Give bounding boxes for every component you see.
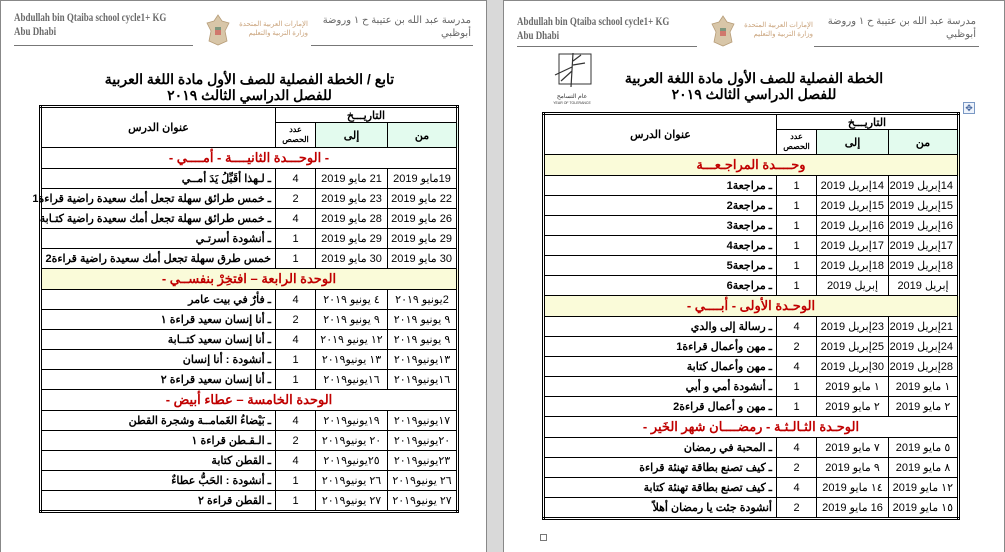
to-date-cell: 28 مايو 2019 <box>316 209 388 229</box>
from-date-cell: ٩ يونيو ٢٠١٩ <box>388 330 458 350</box>
lesson-count-cell: 4 <box>276 209 316 229</box>
lesson-title-cell: ـ أنشودة : أنا إنسان <box>41 350 276 370</box>
ministry-line2: وزارة التربية والتعليم <box>753 31 813 38</box>
header-divider-right <box>814 46 979 47</box>
from-date-cell: 22 مايو 2019 <box>388 189 458 209</box>
to-date-cell: إبريل 2019 <box>817 276 889 296</box>
to-date-cell: 21 مايو 2019 <box>316 169 388 189</box>
lesson-count-cell: 2 <box>777 498 817 519</box>
unit-section-row <box>544 417 959 438</box>
to-date-cell: ٢ مايو 2019 <box>817 397 889 417</box>
header-divider-left <box>517 46 697 47</box>
lesson-title-cell: ـ القطن كتابة <box>41 451 276 471</box>
from-date-cell: ١٥ مايو 2019 <box>889 498 959 519</box>
date-header: التاريـــخ <box>777 114 959 130</box>
unit-title: الوحـدة الثـالـثـة - رمضــــان شهر الخَير - <box>544 417 959 438</box>
lesson-count-cell: 1 <box>777 256 817 276</box>
to-date-cell: 16إبريل 2019 <box>817 216 889 236</box>
from-date-cell: 2يونيو ٢٠١٩ <box>388 290 458 310</box>
school-name-en-line1: Abdullah bin Qtaiba school cycle1+ KG <box>517 16 670 28</box>
table-row <box>544 216 959 236</box>
to-header: إلى <box>817 130 889 155</box>
lesson-count-cell: 1 <box>777 377 817 397</box>
from-date-cell: ٢ مايو 2019 <box>889 397 959 417</box>
to-date-cell: 18إبريل 2019 <box>817 256 889 276</box>
from-date-cell: 15إبريل 2019 <box>889 196 959 216</box>
to-date-cell: 16 مايو 2019 <box>817 498 889 519</box>
lesson-count-header: عدد الحصص <box>777 130 817 155</box>
lesson-title-cell: ـ المحبة في رمضان <box>544 438 777 458</box>
to-date-cell: 30 مايو 2019 <box>316 249 388 269</box>
from-header: من <box>889 130 959 155</box>
to-date-cell: 23 مايو 2019 <box>316 189 388 209</box>
header-row <box>544 114 959 130</box>
unit-section-row <box>544 155 959 176</box>
plan-title-line1: الخطة الفصلية للصف الأول مادة اللغة العربية <box>624 70 884 86</box>
table-row <box>544 478 959 498</box>
lesson-title-cell: ـ الـقـطن قراءة ١ <box>41 431 276 451</box>
table-row <box>41 411 458 431</box>
from-date-cell: 14إبريل 2019 <box>889 176 959 196</box>
plan-title-line2: للفصل الدراسي الثالث ٢٠١٩ <box>167 87 332 103</box>
from-date-cell: 16إبريل 2019 <box>889 216 959 236</box>
to-date-cell: 25إبريل 2019 <box>817 337 889 357</box>
from-date-cell: ١٢ مايو 2019 <box>889 478 959 498</box>
lesson-count-cell: 1 <box>276 350 316 370</box>
table-row <box>544 276 959 296</box>
ministry-line1: الإمارات العربية المتحدة <box>239 21 308 28</box>
lesson-count-cell: 1 <box>777 276 817 296</box>
lesson-title-cell: ـ أنا إنسان سعيد كتــابة <box>41 330 276 350</box>
table-row <box>41 431 458 451</box>
lesson-title-cell: ـ أنا إنسان سعيد قراءة ٢ <box>41 370 276 390</box>
to-date-cell: ٩ يونيو ٢٠١٩ <box>316 310 388 330</box>
table-row <box>41 471 458 491</box>
lesson-title-cell: ـ أنشودة : الحَبُّ عطاءٌ <box>41 471 276 491</box>
lesson-title-cell: ـ كيف تصنع بطاقة تهنئة قراءة <box>544 458 777 478</box>
school-name-en <box>14 11 166 39</box>
table-row <box>544 317 959 337</box>
to-header: إلى <box>316 123 388 148</box>
lesson-title-cell: ـ مراجعة1 <box>544 176 777 196</box>
ministry-name-ar <box>236 20 308 38</box>
lesson-count-cell: 4 <box>777 317 817 337</box>
lesson-title-cell: ـ خمس طرائق سهلة تجعل أمك سعيدة راضية قراءة1 <box>41 189 276 209</box>
to-date-cell: 29 مايو 2019 <box>316 229 388 249</box>
ministry-line2: وزارة التربية والتعليم <box>248 30 308 37</box>
lesson-count-cell: 1 <box>777 216 817 236</box>
lesson-title-cell: خمس طرق سهلة تجعل أمك سعيدة راضية قراءة2 <box>41 249 276 269</box>
lesson-title-cell: ـ مراجعة3 <box>544 216 777 236</box>
ministry-name-ar <box>741 21 813 39</box>
to-date-cell: ٢٠ يونيو٢٠١٩ <box>316 431 388 451</box>
school-name-ar-line2: أبوظبي <box>945 29 976 40</box>
to-date-cell: ٢٦ يونيو٢٠١٩ <box>316 471 388 491</box>
from-date-cell: ١ مايو 2019 <box>889 377 959 397</box>
to-date-cell: ١٦يونيو٢٠١٩ <box>316 370 388 390</box>
lesson-title-cell: ـ القطن قراءة ٢ <box>41 491 276 512</box>
table-row <box>544 256 959 276</box>
from-date-cell: 17إبريل 2019 <box>889 236 959 256</box>
lesson-title-cell: ـ رسالة إلى والدي <box>544 317 777 337</box>
table-row <box>544 176 959 196</box>
to-date-cell: ١٩يونيو٢٠١٩ <box>316 411 388 431</box>
table-row <box>544 397 959 417</box>
lesson-count-cell: 2 <box>777 458 817 478</box>
logo-text-en: YEAR OF TOLERANCE <box>553 101 591 105</box>
header-row <box>41 107 458 123</box>
unit-title: الوحدة الخامسة – عطاء أبيض - <box>41 390 458 411</box>
from-date-cell: ٥ مايو 2019 <box>889 438 959 458</box>
unit-section-row <box>544 296 959 317</box>
uae-emblem-icon <box>205 13 231 47</box>
plan-title-line2: للفصل الدراسي الثالث ٢٠١٩ <box>671 86 837 102</box>
table-row <box>41 370 458 390</box>
to-date-cell: ١٣ يونيو٢٠١٩ <box>316 350 388 370</box>
lesson-title-cell: ـ كيف تصنع بطاقة تهنئة كتابة <box>544 478 777 498</box>
lesson-title-header: عنوان الدرس <box>41 107 276 148</box>
to-date-cell: 30إبريل 2019 <box>817 357 889 377</box>
lesson-title-cell: ـ أنشودة أسرتـي <box>41 229 276 249</box>
from-date-cell: 24إبريل 2019 <box>889 337 959 357</box>
to-date-cell: ٤ يونيو ٢٠١٩ <box>316 290 388 310</box>
unit-title: الوحدة الرابعة – افتخِرْ بنفســي - <box>41 269 458 290</box>
table-row <box>41 189 458 209</box>
lesson-count-cell: 1 <box>276 229 316 249</box>
from-date-cell: ١٦يونيو٢٠١٩ <box>388 370 458 390</box>
lesson-count-cell: 1 <box>777 176 817 196</box>
lesson-count-header: عدد الحصص <box>276 123 316 148</box>
table-row <box>544 458 959 478</box>
document-page-right <box>503 0 1005 552</box>
to-date-cell: ٢٧ يونيو٢٠١٩ <box>316 491 388 512</box>
school-name-ar-line1: مدرسة عبد الله بن عتيبة ح ١ وروضة <box>827 16 976 27</box>
school-name-ar <box>826 15 976 41</box>
table-row <box>41 310 458 330</box>
plan-title <box>41 71 458 103</box>
lesson-title-cell: ـ مراجعة2 <box>544 196 777 216</box>
lesson-count-cell: 1 <box>777 397 817 417</box>
unit-title: وحــــدة المراجـعـــة <box>544 155 959 176</box>
table-row <box>41 330 458 350</box>
from-date-cell: ٨ مايو 2019 <box>889 458 959 478</box>
lesson-plan-table <box>542 112 960 520</box>
lesson-count-cell: 4 <box>276 169 316 189</box>
from-date-cell: ١٧يونيو٢٠١٩ <box>388 411 458 431</box>
to-date-cell: 14إبريل 2019 <box>817 176 889 196</box>
lesson-count-cell: 2 <box>777 337 817 357</box>
school-name-en <box>517 15 669 43</box>
from-date-cell: 19مايو 2019 <box>388 169 458 189</box>
from-date-cell: ١٣يونيو٢٠١٩ <box>388 350 458 370</box>
header-divider-right <box>311 45 473 46</box>
unit-title: الوحـدة الأولى - أبــــي - <box>544 296 959 317</box>
from-header: من <box>388 123 458 148</box>
uae-emblem-icon <box>710 14 736 48</box>
lesson-title-cell: ـ مراجعة6 <box>544 276 777 296</box>
from-date-cell: ٢٧ يونيو٢٠١٩ <box>388 491 458 512</box>
unit-section-row <box>41 148 458 169</box>
lesson-title-cell: ـ مهن و أعمال قراءة2 <box>544 397 777 417</box>
to-date-cell: ١٢ يونيو ٢٠١٩ <box>316 330 388 350</box>
to-date-cell: ١٤ مايو 2019 <box>817 478 889 498</box>
table-row <box>41 451 458 471</box>
table-row <box>41 249 458 269</box>
lesson-count-cell: 1 <box>276 249 316 269</box>
from-date-cell: 30 مايو 2019 <box>388 249 458 269</box>
from-date-cell: إبريل 2019 <box>889 276 959 296</box>
table-move-handle-icon[interactable]: ✥ <box>963 102 975 114</box>
to-date-cell: ٩ مايو 2019 <box>817 458 889 478</box>
date-header: التاريـــخ <box>276 107 458 123</box>
lesson-title-cell: ـ مراجعة5 <box>544 256 777 276</box>
unit-section-row <box>41 269 458 290</box>
to-date-cell: ٢٥يونيو٢٠١٩ <box>316 451 388 471</box>
from-date-cell: 21إبريل 2019 <box>889 317 959 337</box>
lesson-title-cell: ـ فأرٌ في بيت عامر <box>41 290 276 310</box>
lesson-title-cell: ـ مهن وأعمال كتابة <box>544 357 777 377</box>
lesson-count-cell: 2 <box>276 189 316 209</box>
lesson-title-cell: ـ لـهذا أقَبِّلُ يَدَ أمــي <box>41 169 276 189</box>
table-row <box>41 229 458 249</box>
table-row <box>544 236 959 256</box>
table-row <box>41 290 458 310</box>
from-date-cell: ٢٠يونيو٢٠١٩ <box>388 431 458 451</box>
table-row <box>544 438 959 458</box>
school-name-ar-line2: أبوظبي <box>440 28 471 39</box>
document-page-left <box>0 0 487 552</box>
to-date-cell: 23إبريل 2019 <box>817 317 889 337</box>
lesson-count-cell: 4 <box>777 438 817 458</box>
lesson-count-cell: 4 <box>276 330 316 350</box>
lesson-count-cell: 4 <box>777 357 817 377</box>
lesson-count-cell: 1 <box>777 236 817 256</box>
to-date-cell: ١ مايو 2019 <box>817 377 889 397</box>
table-row <box>544 377 959 397</box>
to-date-cell: 15إبريل 2019 <box>817 196 889 216</box>
table-row <box>41 209 458 229</box>
lesson-count-cell: 1 <box>276 370 316 390</box>
lesson-plan-table <box>32 105 459 513</box>
lesson-count-cell: 4 <box>276 411 316 431</box>
table-end-marker <box>540 534 547 541</box>
table-row <box>544 498 959 519</box>
logo-text-ar: عام التسامح <box>556 94 588 100</box>
ministry-line1: الإمارات العربية المتحدة <box>744 22 813 29</box>
lesson-count-cell: 1 <box>276 471 316 491</box>
lesson-title-cell: أنشودة جئت يا رمضان أهلاً <box>544 498 777 519</box>
lesson-title-cell: ـ خمس طرائق سهلة تجعل أمك سعيدة راضية كتـابة <box>41 209 276 229</box>
from-date-cell: ٩ يونيو ٢٠١٩ <box>388 310 458 330</box>
lesson-title-cell: ـ مهن وأعمال قراءة1 <box>544 337 777 357</box>
lesson-count-cell: 1 <box>276 491 316 512</box>
table-row <box>41 491 458 512</box>
lesson-count-cell: 2 <box>276 310 316 330</box>
from-date-cell: 28إبريل 2019 <box>889 357 959 377</box>
school-name-ar <box>321 14 471 40</box>
header-divider-left <box>14 45 193 46</box>
lesson-title-cell: ـ مراجعة4 <box>544 236 777 256</box>
lesson-count-cell: 4 <box>276 290 316 310</box>
from-date-cell: 18إبريل 2019 <box>889 256 959 276</box>
table-row <box>41 350 458 370</box>
to-date-cell: ٧ مايو 2019 <box>817 438 889 458</box>
table-row <box>544 357 959 377</box>
school-name-ar-line1: مدرسة عبد الله بن عتيبة ح ١ وروضة <box>322 15 471 26</box>
lesson-count-cell: 4 <box>276 451 316 471</box>
lesson-count-cell: 2 <box>276 431 316 451</box>
unit-title: - الوحـــدة الثانيــــة - أمــــي - <box>41 148 458 169</box>
to-date-cell: 17إبريل 2019 <box>817 236 889 256</box>
lesson-title-header: عنوان الدرس <box>544 114 777 155</box>
school-name-en-line2: Abu Dhabi <box>517 30 560 42</box>
table-row <box>544 337 959 357</box>
lesson-title-cell: ـ أنشودة أمي و أبي <box>544 377 777 397</box>
lesson-count-cell: 1 <box>777 196 817 216</box>
from-date-cell: ٢٦ يونيو٢٠١٩ <box>388 471 458 491</box>
table-row <box>544 196 959 216</box>
lesson-title-cell: ـ أنا إنسان سعيد قراءة ١ <box>41 310 276 330</box>
school-name-en-line1: Abdullah bin Qtaiba school cycle1+ KG <box>14 12 167 24</box>
plan-title-line1: تابع / الخطة الفصلية للصف الأول مادة اللغة العربية <box>104 71 395 87</box>
plan-title <box>544 70 964 102</box>
lesson-count-cell: 4 <box>777 478 817 498</box>
school-name-en-line2: Abu Dhabi <box>14 26 57 38</box>
from-date-cell: 29 مايو 2019 <box>388 229 458 249</box>
lesson-title-cell: ـ بَيْضاءُ الغَمامــة وشجرة القطن <box>41 411 276 431</box>
from-date-cell: 26 مايو 2019 <box>388 209 458 229</box>
table-row <box>41 169 458 189</box>
from-date-cell: ٢٣يونيو٢٠١٩ <box>388 451 458 471</box>
unit-section-row <box>41 390 458 411</box>
